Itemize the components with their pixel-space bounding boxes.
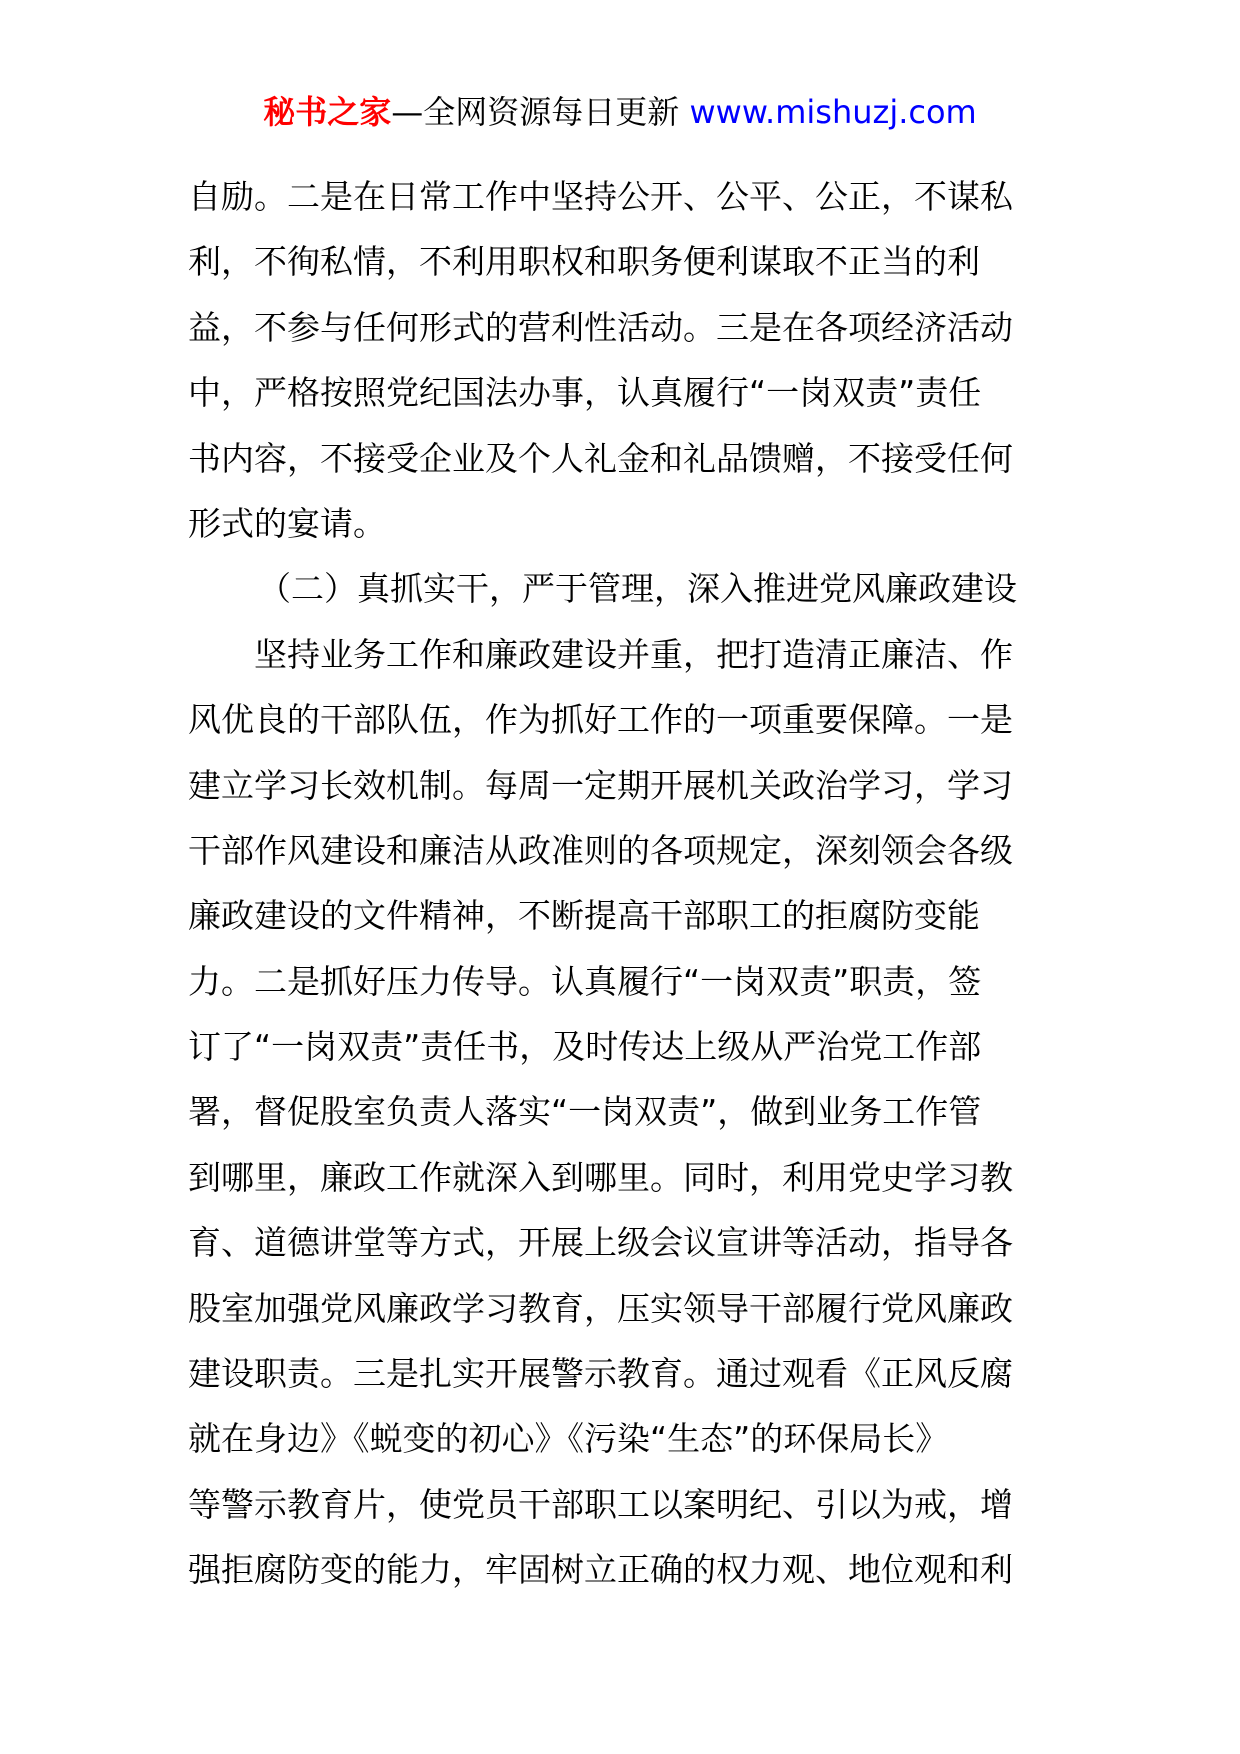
text-line: 强拒腐防变的能力，牢固树立正确的权力观、地位观和利 — [188, 1550, 1013, 1590]
text-line: 中，严格按照党纪国法办事，认真履行“一岗双责”责任 — [188, 373, 982, 413]
text-line: 利，不徇私情，不利用职权和职务便利谋取不正当的利 — [188, 242, 980, 282]
text-line: 等警示教育片，使党员干部职工以案明纪、引以为戒，增 — [188, 1484, 1013, 1524]
text-line: 干部作风建设和廉洁从政准则的各项规定，深刻领会各级 — [188, 830, 1013, 870]
text-line: 股室加强党风廉政学习教育，压实领导干部履行党风廉政 — [188, 1288, 1013, 1328]
text-line: 形式的宴请。 — [188, 503, 386, 543]
text-line: 廉政建设的文件精神，不断提高干部职工的拒腐防变能 — [188, 896, 980, 936]
text-line: 书内容，不接受企业及个人礼金和礼品馈赠，不接受任何 — [188, 438, 1013, 478]
text-line: 订了“一岗双责”责任书，及时传达上级从严治党工作部 — [188, 1027, 982, 1067]
site-url-link[interactable]: www.mishuzj.com — [689, 93, 977, 131]
text-line: 自励。二是在日常工作中坚持公开、公平、公正，不谋私 — [188, 177, 1013, 216]
text-line: 力。二是抓好压力传导。认真履行“一岗双责”职责，签 — [188, 961, 982, 1001]
text-line: 益，不参与任何形式的营利性活动。三是在各项经济活动 — [188, 307, 1013, 347]
site-brand: 秘书之家 — [263, 93, 392, 131]
text-line: 署，督促股室负责人落实“一岗双责”，做到业务工作管 — [188, 1092, 982, 1132]
text-line: 就在身边》《蜕变的初心》《污染“生态”的环保局长》 — [188, 1419, 949, 1459]
text-line: 风优良的干部队伍，作为抓好工作的一项重要保障。一是 — [188, 700, 1013, 740]
section-heading: （二）真抓实干，严于管理，深入推进党风廉政建设 — [258, 569, 1017, 609]
text-line: 育、道德讲堂等方式，开展上级会议宣讲等活动，指导各 — [188, 1223, 1013, 1263]
site-header — [0, 92, 1240, 132]
text-line: 到哪里，廉政工作就深入到哪里。同时，利用党史学习教 — [188, 1157, 1013, 1197]
text-line: 坚持业务工作和廉政建设并重，把打造清正廉洁、作 — [254, 634, 1013, 674]
document-body — [188, 164, 1062, 1603]
text-line: 建立学习长效机制。每周一定期开展机关政治学习，学习 — [188, 765, 1013, 805]
text-line: 建设职责。三是扎实开展警示教育。通过观看《正风反腐 — [188, 1354, 1013, 1394]
site-slogan: —全网资源每日更新 — [391, 93, 690, 131]
